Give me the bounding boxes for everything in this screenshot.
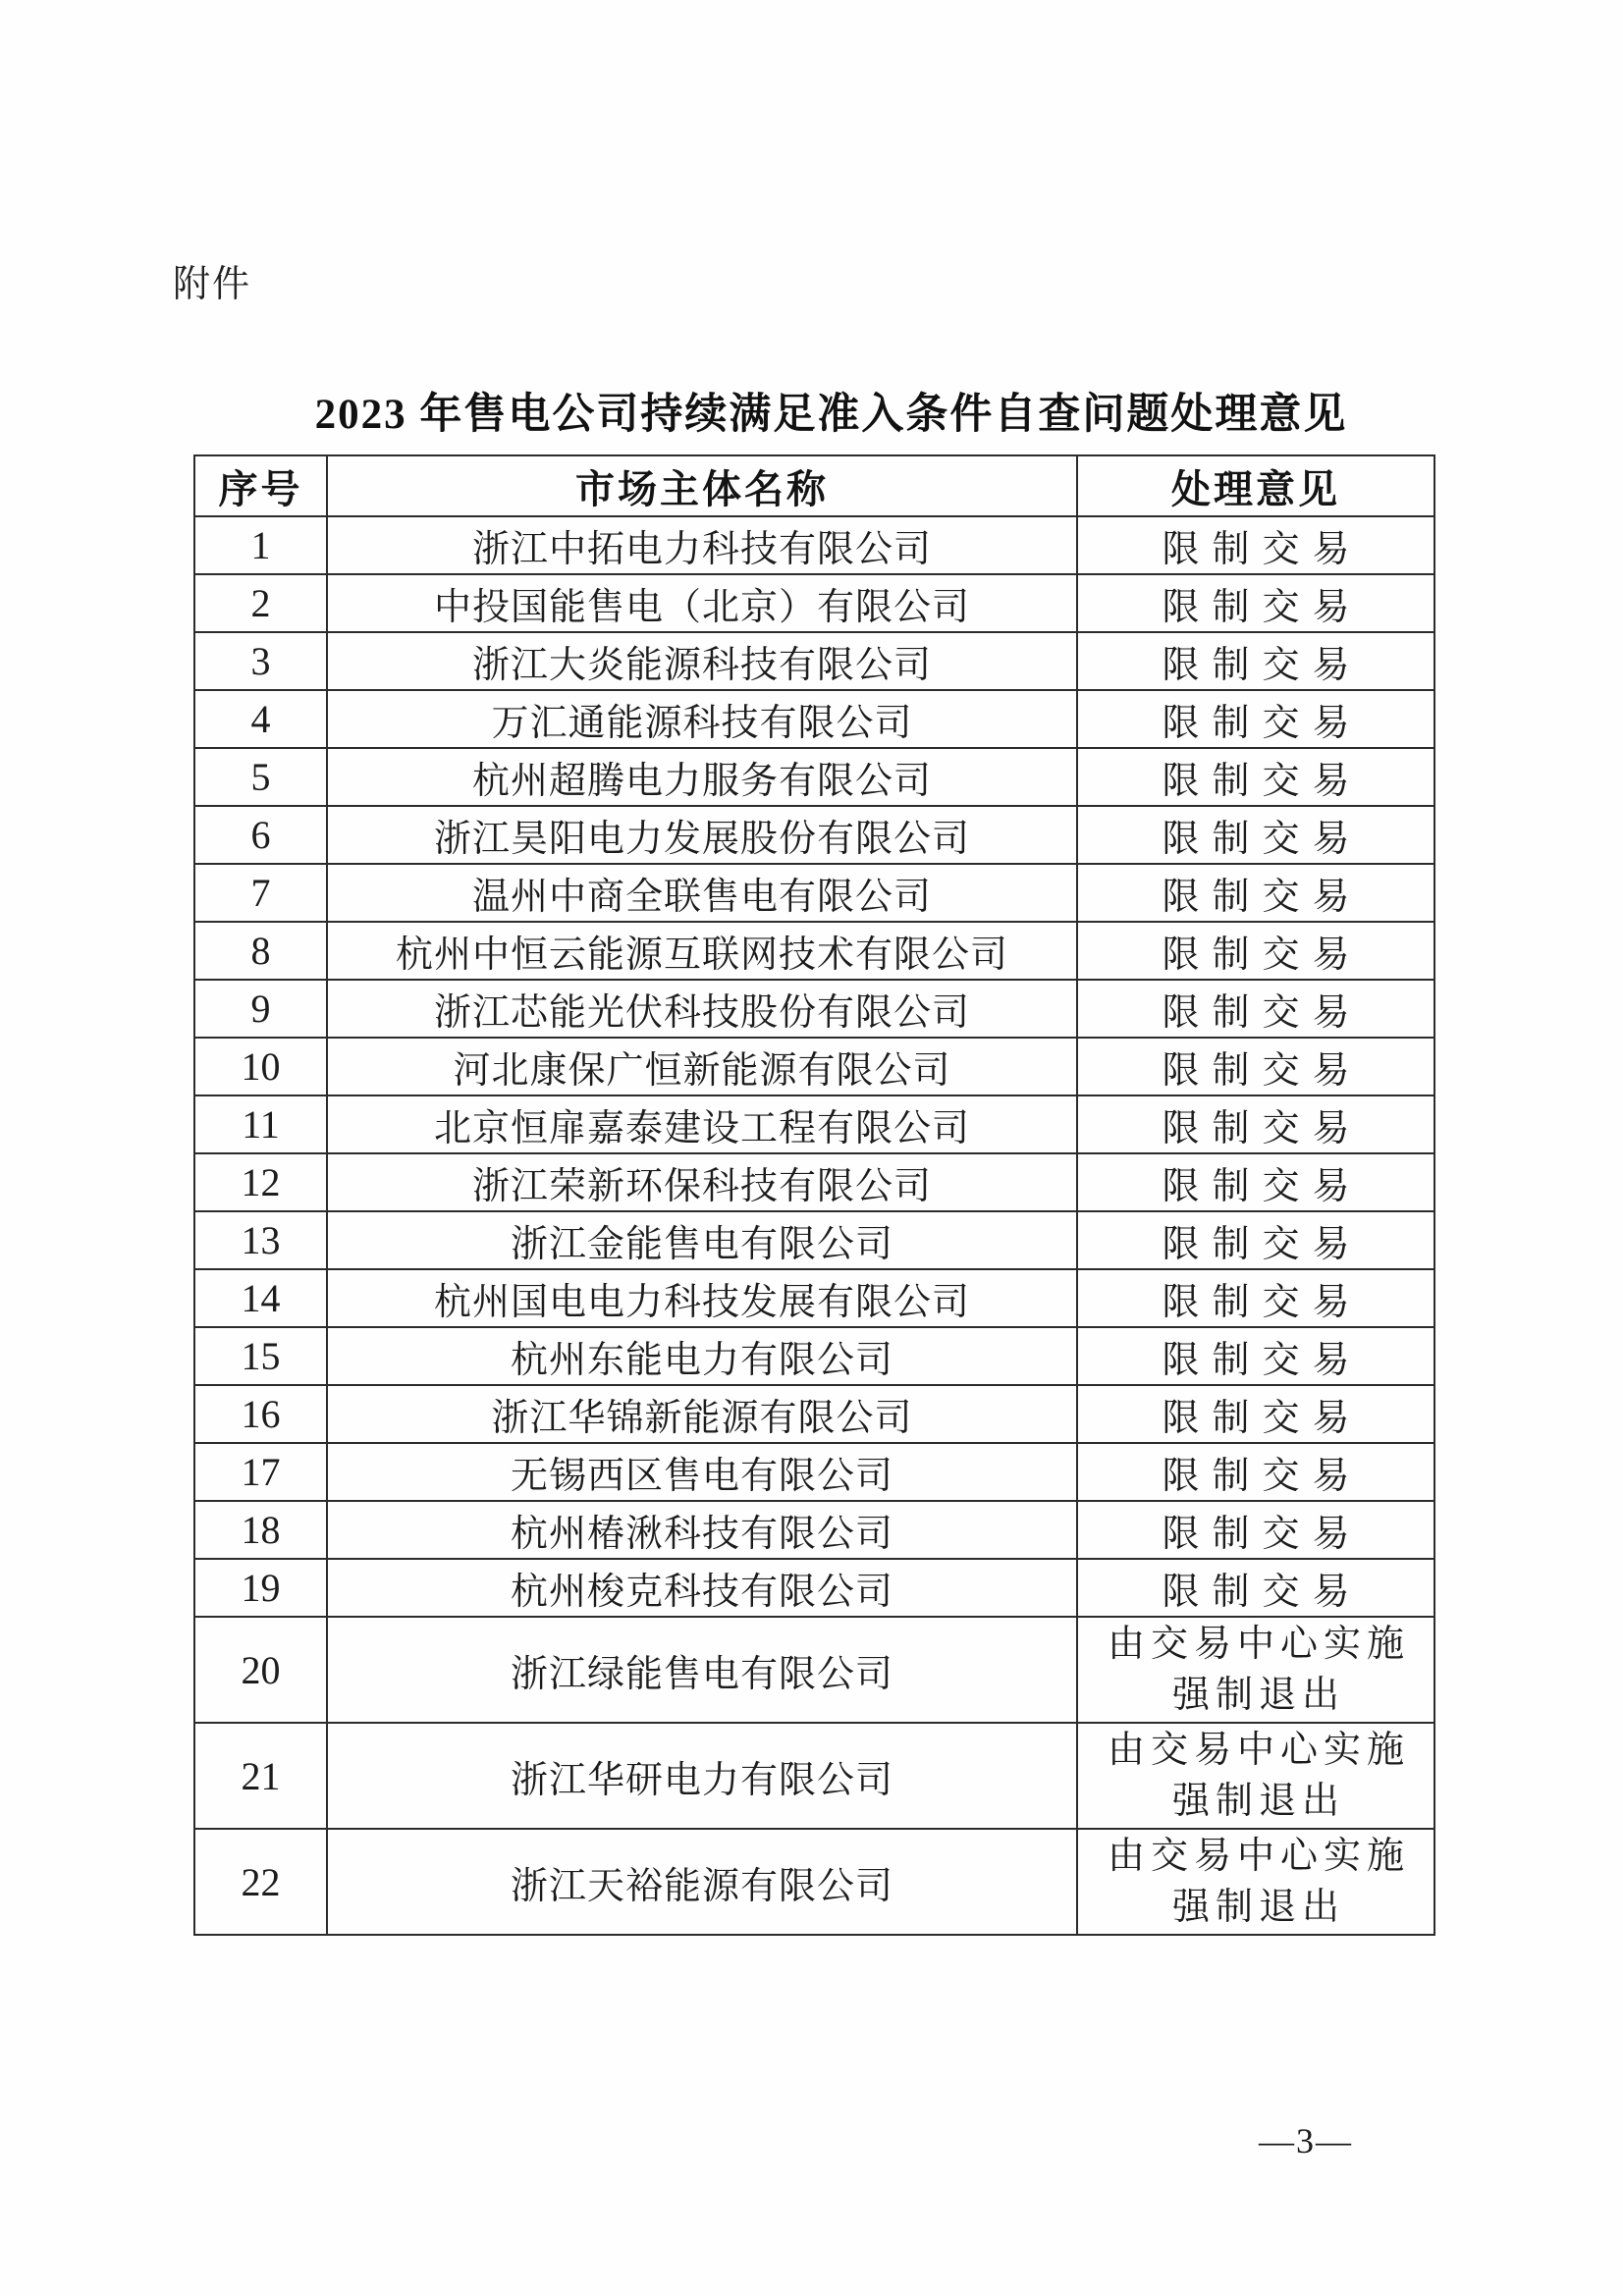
row-number: 16 [194, 1385, 327, 1443]
row-number: 7 [194, 864, 327, 922]
row-number: 17 [194, 1443, 327, 1501]
company-name: 河北康保广恒新能源有限公司 [327, 1038, 1077, 1095]
company-name: 万汇通能源科技有限公司 [327, 690, 1077, 748]
company-name: 浙江芯能光伏科技股份有限公司 [327, 980, 1077, 1038]
company-name: 浙江华研电力有限公司 [327, 1723, 1077, 1829]
table-row [194, 1443, 1434, 1501]
processing-opinion-line: 限制交易 [1162, 1224, 1363, 1265]
processing-opinion-line: 限制交易 [1162, 1282, 1363, 1323]
table-header-row [194, 455, 1434, 516]
processing-opinion-line: 强制退出 [1171, 1887, 1345, 1928]
processing-opinion [1077, 922, 1434, 980]
processing-opinion [1077, 1211, 1434, 1269]
row-number: 1 [194, 516, 327, 574]
company-name: 杭州东能电力有限公司 [327, 1327, 1077, 1385]
table-row [194, 1723, 1434, 1829]
processing-opinion-line: 限制交易 [1162, 877, 1363, 918]
table-row [194, 1559, 1434, 1617]
processing-opinion-line: 限制交易 [1162, 587, 1363, 628]
row-number: 13 [194, 1211, 327, 1269]
processing-opinion-line: 限制交易 [1162, 1398, 1363, 1439]
company-name: 浙江华锦新能源有限公司 [327, 1385, 1077, 1443]
table-body [194, 516, 1434, 1935]
processing-opinion-line: 限制交易 [1162, 1340, 1363, 1381]
table-row [194, 864, 1434, 922]
processing-opinion [1077, 1829, 1434, 1935]
processing-opinion [1077, 690, 1434, 748]
table-row [194, 1501, 1434, 1559]
processing-opinion [1077, 980, 1434, 1038]
processing-opinion [1077, 1501, 1434, 1559]
table-row [194, 1269, 1434, 1327]
row-number: 10 [194, 1038, 327, 1095]
processing-opinion [1077, 1269, 1434, 1327]
row-number: 3 [194, 632, 327, 690]
company-name: 杭州中恒云能源互联网技术有限公司 [327, 922, 1077, 980]
table-row [194, 1385, 1434, 1443]
row-number: 5 [194, 748, 327, 806]
row-number: 4 [194, 690, 327, 748]
processing-opinion [1077, 1327, 1434, 1385]
column-header-entity-name: 市场主体名称 [327, 455, 1077, 516]
row-number: 22 [194, 1829, 327, 1935]
processing-opinion-line: 限制交易 [1162, 761, 1363, 802]
processing-opinion [1077, 1617, 1434, 1723]
company-name: 浙江天裕能源有限公司 [327, 1829, 1077, 1935]
processing-opinion-line: 限制交易 [1162, 1572, 1363, 1613]
table-row [194, 922, 1434, 980]
processing-opinion [1077, 806, 1434, 864]
processing-opinion-line: 限制交易 [1162, 703, 1363, 744]
processing-opinion-line: 限制交易 [1162, 529, 1363, 570]
processing-opinion [1077, 574, 1434, 632]
processing-opinion-line: 限制交易 [1162, 1514, 1363, 1555]
row-number: 6 [194, 806, 327, 864]
row-number: 9 [194, 980, 327, 1038]
row-number: 12 [194, 1153, 327, 1211]
column-header-no: 序号 [194, 455, 327, 516]
processing-opinion-line: 限制交易 [1162, 992, 1363, 1034]
row-number: 11 [194, 1095, 327, 1153]
processing-opinion [1077, 632, 1434, 690]
processing-opinion [1077, 1153, 1434, 1211]
table-row [194, 748, 1434, 806]
processing-opinion [1077, 1385, 1434, 1443]
row-number: 18 [194, 1501, 327, 1559]
table-row [194, 690, 1434, 748]
company-name: 杭州国电电力科技发展有限公司 [327, 1269, 1077, 1327]
processing-opinion-line: 由交易中心实施 [1107, 1624, 1410, 1665]
page-title: 2023 年售电公司持续满足准入条件自查问题处理意见 [314, 392, 1348, 438]
company-name: 浙江绿能售电有限公司 [327, 1617, 1077, 1723]
processing-opinion-line: 限制交易 [1162, 1456, 1363, 1497]
processing-opinion-line: 限制交易 [1162, 1108, 1363, 1149]
processing-opinion-line: 限制交易 [1162, 819, 1363, 860]
page-number: —3— [1259, 2121, 1353, 2161]
company-name: 浙江中拓电力科技有限公司 [327, 516, 1077, 574]
table-row [194, 1327, 1434, 1385]
table-row [194, 1038, 1434, 1095]
processing-opinion [1077, 1723, 1434, 1829]
table-row [194, 806, 1434, 864]
attachment-label: 附件 [173, 264, 252, 305]
company-name: 北京恒扉嘉泰建设工程有限公司 [327, 1095, 1077, 1153]
table-row [194, 574, 1434, 632]
row-number: 8 [194, 922, 327, 980]
processing-opinion-line: 由交易中心实施 [1107, 1730, 1410, 1771]
processing-opinion [1077, 1559, 1434, 1617]
processing-opinion [1077, 516, 1434, 574]
processing-opinion [1077, 748, 1434, 806]
processing-opinion-line: 强制退出 [1171, 1781, 1345, 1822]
processing-opinion-line: 限制交易 [1162, 645, 1363, 686]
processing-opinion-line: 限制交易 [1162, 1050, 1363, 1092]
row-number: 15 [194, 1327, 327, 1385]
processing-opinion-line: 限制交易 [1162, 934, 1363, 976]
company-name: 杭州超腾电力服务有限公司 [327, 748, 1077, 806]
company-name: 杭州梭克科技有限公司 [327, 1559, 1077, 1617]
processing-opinion [1077, 864, 1434, 922]
table-row [194, 516, 1434, 574]
row-number: 2 [194, 574, 327, 632]
processing-opinion-line: 强制退出 [1171, 1675, 1345, 1716]
row-number: 14 [194, 1269, 327, 1327]
row-number: 21 [194, 1723, 327, 1829]
processing-opinion-line: 由交易中心实施 [1107, 1836, 1410, 1877]
table-row [194, 632, 1434, 690]
company-name: 温州中商全联售电有限公司 [327, 864, 1077, 922]
table-row [194, 1211, 1434, 1269]
table-row [194, 1153, 1434, 1211]
processing-opinion-table [193, 454, 1435, 1936]
processing-opinion-line: 限制交易 [1162, 1166, 1363, 1207]
company-name: 浙江昊阳电力发展股份有限公司 [327, 806, 1077, 864]
company-name: 中投国能售电（北京）有限公司 [327, 574, 1077, 632]
column-header-opinion: 处理意见 [1077, 455, 1434, 516]
table-row [194, 1617, 1434, 1723]
table-row [194, 1829, 1434, 1935]
company-name: 无锡西区售电有限公司 [327, 1443, 1077, 1501]
company-name: 浙江大炎能源科技有限公司 [327, 632, 1077, 690]
row-number: 19 [194, 1559, 327, 1617]
company-name: 杭州椿湫科技有限公司 [327, 1501, 1077, 1559]
table-row [194, 980, 1434, 1038]
company-name: 浙江荣新环保科技有限公司 [327, 1153, 1077, 1211]
processing-opinion [1077, 1443, 1434, 1501]
processing-opinion [1077, 1038, 1434, 1095]
row-number: 20 [194, 1617, 327, 1723]
company-name: 浙江金能售电有限公司 [327, 1211, 1077, 1269]
table-row [194, 1095, 1434, 1153]
table-container [193, 454, 1435, 1936]
processing-opinion [1077, 1095, 1434, 1153]
